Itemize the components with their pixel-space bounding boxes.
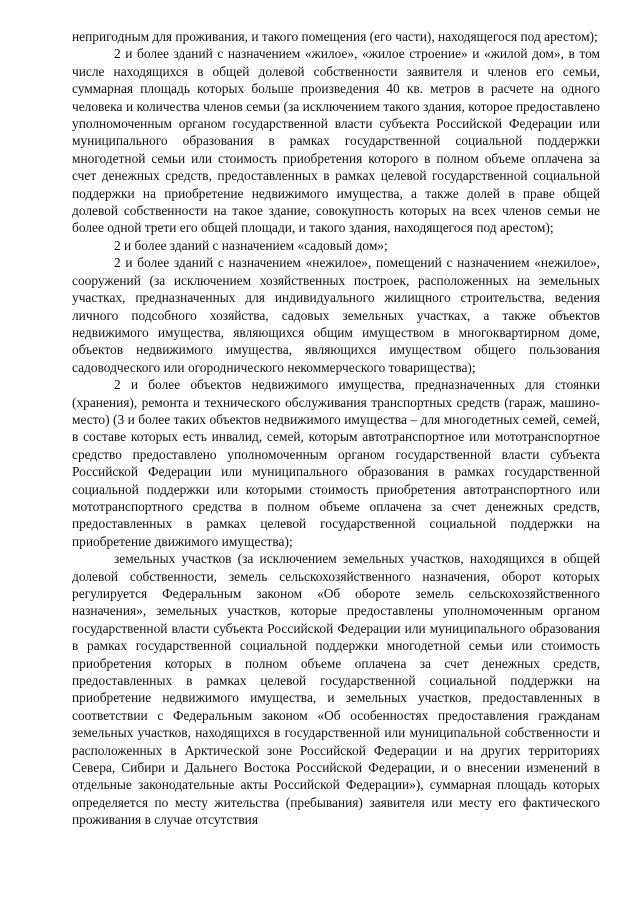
document-page: [72, 28, 600, 829]
paragraph-continuation: непригодным для проживания, и такого помещения (его части), находящегося под арестом);: [72, 29, 598, 44]
paragraph-residential-buildings: 2 и более зданий с назначением «жилое», «жилое строение» и «жилой дом», в том числе находящихся в общей долевой собственности заявителя и членов его семьи, суммарная площадь которых больше произведения 40 кв. метров в расчете на одного человека и количества членов семьи (за исключением такого здания, которое предоставлено уполномоченным органом государственной власти субъекта Российской Федерации или муниципального образования в рамках государственной социальной поддержки многодетной семьи или стоимость приобретения которого в полном объеме оплачена за счет денежных средств, предоставленных в рамках целевой государственной социальной поддержки на приобретение недвижимого имущества, а также долей в праве общей долевой собственности на такое здание, совокупность которых на всех членов семьи не более одной трети его общей площади, и такого здания, находящегося под арестом);: [72, 46, 600, 236]
paragraph-garden-houses: 2 и более зданий с назначением «садовый дом»;: [114, 237, 388, 253]
paragraph-garages: 2 и более объектов недвижимого имущества, предназначенных для стоянки (хранения), ремонта и технического обслуживания транспортных средств (гараж, машино-место) (3 и более таких объектов недвижимого имущества – для многодетных семей, семей, в составе которых есть инвалид, семей, которым автотранспортное или мототранспортное средство предоставлено уполномоченным органом государственной власти субъекта Российской Федерации или муниципального образования в рамках государственной социальной поддержки или которыми стоимость приобретения автотранспортного или мототранспортного средства в полном объеме оплачена за счет денежных средств, предоставленных в рамках целевой государственной социальной поддержки на приобретение движимого имущества);: [72, 377, 600, 549]
paragraph-land-plots: земельных участков (за исключением земельных участков, находящихся в общей долевой собственности, земель сельскохозяйственного назначения, оборот которых регулируется Федеральным законом «Об обороте земель сельскохозяйственного назначения», земельных участков, которые предоставлены уполномоченным органом государственной власти субъекта Российской Федерации или муниципального образования в рамках государственной социальной поддержки многодетной семьи или стоимость приобретения которых в полном объеме оплачена за счет денежных средств, предоставленных в рамках целевой государственной социальной поддержки на приобретение недвижимого имущества, и земельных участков, предоставленных в соответствии с Федеральным законом «Об особенностях предоставления гражданам земельных участков, находящихся в государственной или муниципальной собственности и расположенных в Арктической зоне Российской Федерации и на других территориях Севера, Сибири и Дальнего Востока Российской Федерации, и о внесении изменений в отдельные законодательные акты Российской Федерации»), суммарная площадь которых определяется по месту жительства (пребывания) заявителя или месту его фактического проживания в случае отсутствия: [72, 551, 600, 828]
paragraph-non-residential: 2 и более зданий с назначением «нежилое», помещений с назначением «нежилое», сооружений (за исключением хозяйственных построек, расположенных на земельных участках, предназначенных для индивидуального жилищного строительства, ведения личного подсобного хозяйства, садовых земельных участках, а также объектов недвижимого имущества, являющихся общим имуществом в многоквартирном доме, объектов недвижимого имущества, являющихся имуществом общего пользования садоводческого или огороднического некоммерческого товарищества);: [72, 255, 600, 375]
